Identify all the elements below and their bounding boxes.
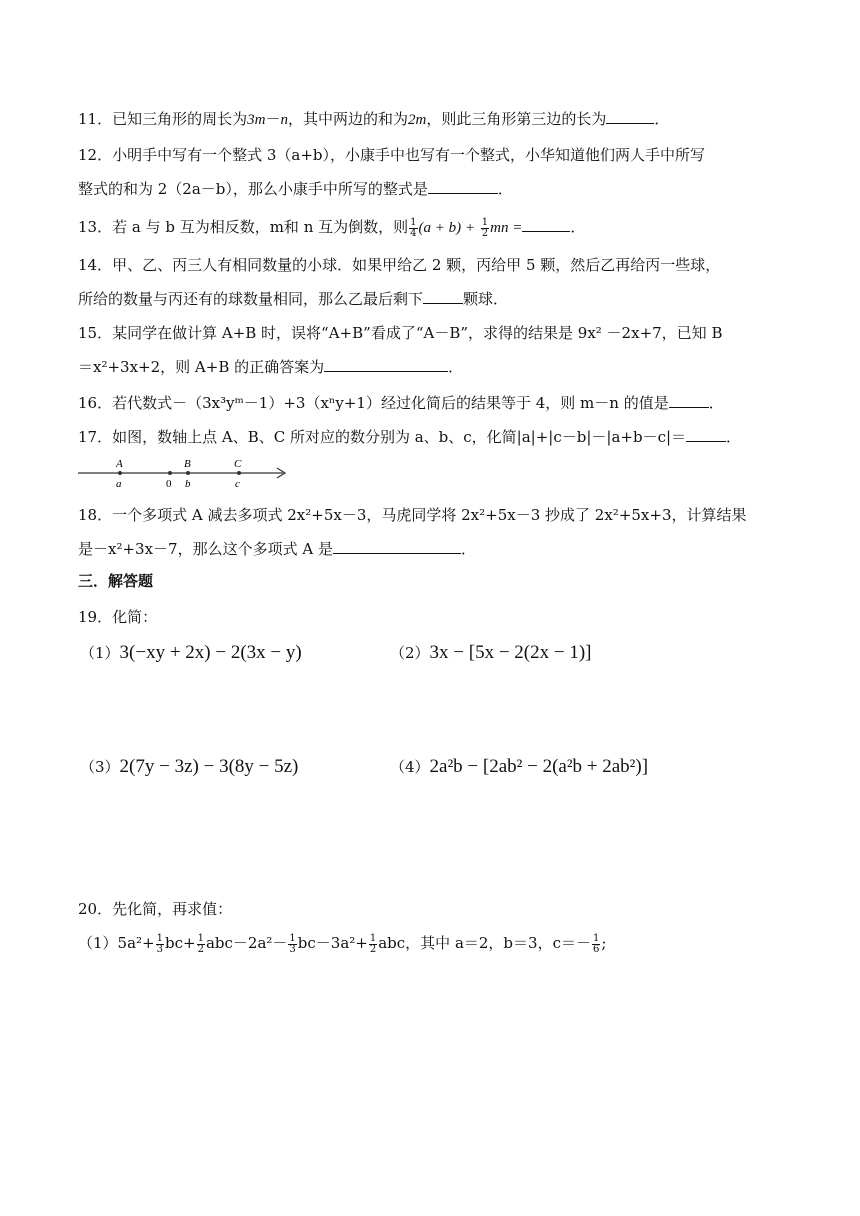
question-19-part-3: （3）2(7y − 3z) − 3(8y − 5z) <box>80 756 299 777</box>
section-heading-answers: 三．解答题 <box>78 572 154 590</box>
question-17: 17．如图，数轴上点 A、B、C 所对应的数分别为 a、b、c，化简|a|+|c－b|－|a+b－c|＝ ． <box>78 428 742 446</box>
question-13: 13．若 a 与 b 互为相反数，m和 n 互为倒数，则 $\frac{1}{4}$ (a + b) + $\frac{1}{2}$ mn = ． <box>78 216 586 239</box>
number-line-figure <box>78 456 298 490</box>
fraction: $\frac{1}{2}$ <box>369 932 377 955</box>
axis-label-c: c <box>235 478 240 490</box>
answer-blank-11[interactable] <box>606 109 654 124</box>
answer-blank-16[interactable] <box>669 393 709 408</box>
question-19-title: 19．化简： <box>78 608 158 626</box>
question-15-line-2: ＝x²+3x+2，则 A+B 的正确答案为 ． <box>78 358 464 376</box>
answer-blank-15[interactable] <box>324 357 448 372</box>
question-20-title: 20．先化简，再求值： <box>78 900 233 918</box>
axis-label-A: A <box>116 458 123 470</box>
fraction-one-quarter: $\frac{1}{4}$ <box>410 216 417 239</box>
fraction-one-half: $\frac{1}{2}$ <box>481 216 489 239</box>
question-15-line-1: 15．某同学在做计算 A+B 时，误将“A+B”看成了“A－B”，求得的结果是 9x² －2x+7，已知 B <box>78 324 723 342</box>
point-b <box>186 471 190 475</box>
question-18-line-2: 是－x²+3x－7，那么这个多项式 A 是 ． <box>78 540 476 558</box>
axis-label-B: B <box>184 458 191 470</box>
question-14-line-2: 所给的数量与丙还有的球数量相同，那么乙最后剩下 颗球． <box>78 290 509 308</box>
axis-label-C: C <box>234 458 242 470</box>
question-11: 11．已知三角形的周长为3m－n，其中两边的和为2m，则此三角形第三边的长为 ． <box>78 110 670 128</box>
axis-label-a: a <box>116 478 122 490</box>
answer-blank-13[interactable] <box>522 217 570 232</box>
fraction: $\frac{1}{3}$ <box>156 932 163 955</box>
axis-label-zero: 0 <box>166 478 172 490</box>
answer-blank-12[interactable] <box>428 179 498 194</box>
answer-blank-17[interactable] <box>686 427 726 442</box>
axis-label-b: b <box>185 478 191 490</box>
question-19-part-4: （4）2a²b − [2ab² − 2(a²b + 2ab²)] <box>390 756 649 777</box>
question-12-line-2: 整式的和为 2（2a－b），那么小康手中所写的整式是 ． <box>78 180 513 198</box>
point-c <box>237 471 241 475</box>
point-a <box>118 471 122 475</box>
question-12-line-1: 12．小明手中写有一个整式 3（a+b），小康手中也写有一个整式，小华知道他们两人手中所写 <box>78 146 706 164</box>
answer-blank-18[interactable] <box>333 539 461 554</box>
point-zero <box>168 471 172 475</box>
question-14-line-1: 14．甲、乙、丙三人有相同数量的小球．如果甲给乙 2 颗，丙给甲 5 颗，然后乙再给丙一些球， <box>78 256 721 274</box>
answer-blank-14[interactable] <box>423 289 463 304</box>
fraction: $\frac{1}{6}$ <box>592 932 600 955</box>
question-20-part-1: （1）5a²+ $\frac{1}{3}$ bc+ $\frac{1}{2}$ abc－2a²－ $\frac{1}{3}$ bc－3a²+ $\frac{1}{2}$ abc，其中 a＝2，b＝3，c＝－ $\frac{1}{6}$ ; <box>78 932 607 955</box>
question-19-part-1: （1）3(−xy + 2x) − 2(3x − y) <box>80 642 302 663</box>
question-18-line-1: 18．一个多项式 A 减去多项式 2x²+5x－3，马虎同学将 2x²+5x－3 抄成了 2x²+5x+3，计算结果 <box>78 506 747 524</box>
fraction: $\frac{1}{3}$ <box>289 932 296 955</box>
fraction: $\frac{1}{2}$ <box>197 932 204 955</box>
question-19-part-2: （2）3x − [5x − 2(2x − 1)] <box>390 642 592 663</box>
question-16: 16．若代数式－（3x³yᵐ－1）+3（xⁿy+1）经过化简后的结果等于 4，则 m－n 的值是 ． <box>78 394 724 412</box>
